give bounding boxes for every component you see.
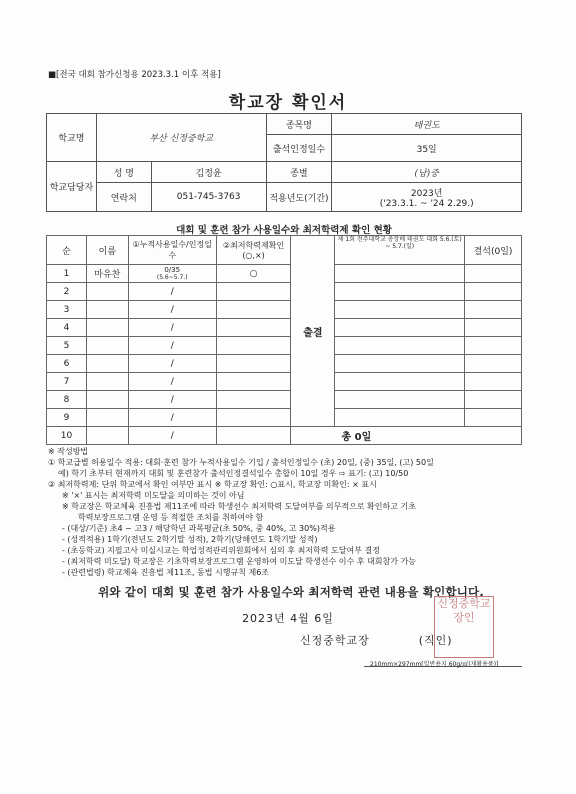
row-no: 7 bbox=[47, 373, 87, 391]
guide-line: - (최저학력 미도달) 학교장은 기초학력보장프로그램 운영하여 미도달 학생선수 이수 후 대회참가 가능 bbox=[62, 557, 416, 566]
principal-name: 신정중학교장 bbox=[300, 634, 370, 647]
row-days: / bbox=[128, 283, 216, 301]
row-name bbox=[86, 319, 128, 337]
apply-period-value: ('23.3.1. ~ '24 2.29.) bbox=[379, 198, 474, 209]
school-name-label: 학교명 bbox=[47, 114, 97, 162]
event-label: 종목명 bbox=[266, 114, 332, 135]
row-absent-cell bbox=[465, 355, 522, 373]
row-no: 10 bbox=[47, 427, 87, 445]
row-name bbox=[86, 283, 128, 301]
row-absent-cell bbox=[465, 283, 522, 301]
row-check bbox=[216, 337, 291, 355]
row-no: 5 bbox=[47, 337, 87, 355]
guide-line: ※ 학교장은 학교체육 진흥법 제11조에 따라 학생선수 최저학력 도달여부를 의무적으로 확인하고 기초 bbox=[62, 502, 416, 511]
row-check: ○ bbox=[216, 265, 291, 283]
writing-guide bbox=[48, 446, 526, 578]
row-period: (5.6~5.7.) bbox=[156, 274, 188, 281]
row-check bbox=[216, 373, 291, 391]
total-days: 총 0일 bbox=[291, 427, 522, 445]
col-no-header: 순 bbox=[47, 236, 87, 265]
row-days: / bbox=[128, 373, 216, 391]
apply-year-value: 2023년 bbox=[410, 188, 443, 199]
row-check bbox=[216, 319, 291, 337]
attendance-days-value: 35일 bbox=[332, 135, 522, 162]
row-absent-cell bbox=[465, 301, 522, 319]
attendance-days-label: 출석인정일수 bbox=[266, 135, 332, 162]
row-event-cell bbox=[335, 355, 465, 373]
row-no: 8 bbox=[47, 391, 87, 409]
row-check bbox=[216, 391, 291, 409]
row-name bbox=[86, 301, 128, 319]
row-absent-cell bbox=[465, 265, 522, 283]
row-no: 4 bbox=[47, 319, 87, 337]
paper-spec-footer: 210mm×297mm[일반용지 60g/㎡(재활용품)] bbox=[370, 661, 499, 668]
row-no: 1 bbox=[47, 265, 87, 283]
apply-year-cell bbox=[332, 183, 522, 212]
guide-line: - (성적적용) 1학기(전년도 2학기말 성적), 2학기(당해연도 1학기말 성적) bbox=[62, 535, 318, 544]
row-check bbox=[216, 409, 291, 427]
row-days: / bbox=[128, 355, 216, 373]
records-table bbox=[46, 235, 522, 445]
confirmation-statement: 위와 같이 대회 및 훈련 참가 사용일수와 최저학력 관련 내용을 확인합니다. bbox=[98, 585, 484, 599]
issue-date: 2023년 4월 6일 bbox=[242, 612, 334, 625]
row-days: / bbox=[128, 427, 216, 445]
row-days: 0/35 bbox=[164, 266, 181, 274]
row-no: 2 bbox=[47, 283, 87, 301]
row-no: 9 bbox=[47, 409, 87, 427]
school-name-value: 부산 신정중학교 bbox=[96, 114, 266, 162]
guide-line: - (초등학교) 지필고사 미실시교는 학업성적관리위원회에서 심의 후 최저학력 도달여부 결정 bbox=[62, 546, 380, 555]
col-days-header: ①누적사용일수/인정일수 bbox=[128, 236, 216, 265]
guide-line: - (관련법령) 학교체육 진흥법 제11조, 동법 시행규칙 제6조 bbox=[62, 568, 270, 577]
guide-line: - (대상/기준) 초4 ~ 고3 / 해당학년 과목평균(초 50%, 중 40%, 고 30%)적용 bbox=[62, 524, 336, 533]
row-name bbox=[86, 373, 128, 391]
guide-line: ※ '×' 표시는 최저학력 미도달을 의미하는 것이 아님 bbox=[62, 491, 245, 500]
row-absent-cell bbox=[465, 391, 522, 409]
col-name-header: 이름 bbox=[86, 236, 128, 265]
guide-heading: ※ 작성방법 bbox=[48, 447, 89, 456]
guide-line: 학력보장프로그램 운영 등 적절한 조치를 취하여야 함 bbox=[78, 513, 264, 522]
row-name bbox=[86, 337, 128, 355]
row-absent-cell bbox=[465, 373, 522, 391]
row-days: / bbox=[128, 319, 216, 337]
row-check bbox=[216, 355, 291, 373]
contact-value: 051-745-3763 bbox=[151, 183, 266, 212]
school-manager-label: 학교담당자 bbox=[47, 162, 97, 212]
category-value: (남)중 bbox=[332, 162, 522, 183]
row-check bbox=[216, 283, 291, 301]
row-days: / bbox=[128, 301, 216, 319]
row-days: / bbox=[128, 409, 216, 427]
contact-label: 연락처 bbox=[96, 183, 151, 212]
guide-line: ② 최저학력제: 단위 학교에서 확인 여부만 표시 ※ 학교장 확인: ○표시, 학교장 미확인: × 표시 bbox=[48, 480, 377, 489]
row-absent-cell bbox=[465, 319, 522, 337]
guide-line: 예) 학기 초부터 현재까지 대회 및 훈련참가 출석인정결석일수 총합이 10일 경우 ⇨ 표기: (고) 10/50 bbox=[58, 469, 409, 478]
records-title: 대회 및 훈련 참가 사용일수와 최저학력제 확인 현황 bbox=[176, 225, 392, 236]
row-check bbox=[216, 427, 291, 445]
event-header: 제 1회 전주대학교 총장배 태권도 대회 5.6.(토) ~ 5.7.(일) bbox=[335, 236, 465, 265]
seal-mark: (직인) bbox=[418, 634, 453, 647]
row-no: 3 bbox=[47, 301, 87, 319]
row-days-cell bbox=[128, 265, 216, 283]
info-table bbox=[46, 113, 522, 212]
manager-name-label: 성 명 bbox=[96, 162, 151, 183]
event-value: 태권도 bbox=[332, 114, 522, 135]
attendance-label: 출결 bbox=[291, 236, 335, 427]
row-name bbox=[86, 427, 128, 445]
guide-line: ① 학교급별 허용일수 적용: 대회·훈련 참가 누적사용일수 기입 / 출석인정일수 (초) 20일, (중) 35일, (고) 50일 bbox=[48, 458, 434, 467]
row-event-cell bbox=[335, 283, 465, 301]
row-name bbox=[86, 391, 128, 409]
col-min-academic-header: ②최저학력제확인(○,×) bbox=[216, 236, 291, 265]
row-name bbox=[86, 355, 128, 373]
row-days: / bbox=[128, 337, 216, 355]
document-title: 학교장 확인서 bbox=[228, 93, 348, 113]
row-name bbox=[86, 409, 128, 427]
row-event-cell bbox=[335, 391, 465, 409]
row-event-cell bbox=[335, 265, 465, 283]
row-no: 6 bbox=[47, 355, 87, 373]
principal-signature bbox=[300, 632, 453, 648]
row-event-cell bbox=[335, 319, 465, 337]
manager-name-value: 김정윤 bbox=[151, 162, 266, 183]
row-absent-cell bbox=[465, 409, 522, 427]
row-event-cell bbox=[335, 373, 465, 391]
apply-year-label: 적용년도(기간) bbox=[266, 183, 332, 212]
header-note: ■[전국 대회 참가신청용 2023.3.1 이후 적용] bbox=[48, 70, 221, 80]
row-name: 마유찬 bbox=[86, 265, 128, 283]
absent-header: 결석(0일) bbox=[465, 236, 522, 265]
category-label: 종별 bbox=[266, 162, 332, 183]
row-event-cell bbox=[335, 337, 465, 355]
row-days: / bbox=[128, 391, 216, 409]
row-absent-cell bbox=[465, 337, 522, 355]
school-seal-stamp: 신정중학교장인 bbox=[434, 596, 494, 658]
row-event-cell bbox=[335, 409, 465, 427]
row-check bbox=[216, 301, 291, 319]
row-event-cell bbox=[335, 301, 465, 319]
